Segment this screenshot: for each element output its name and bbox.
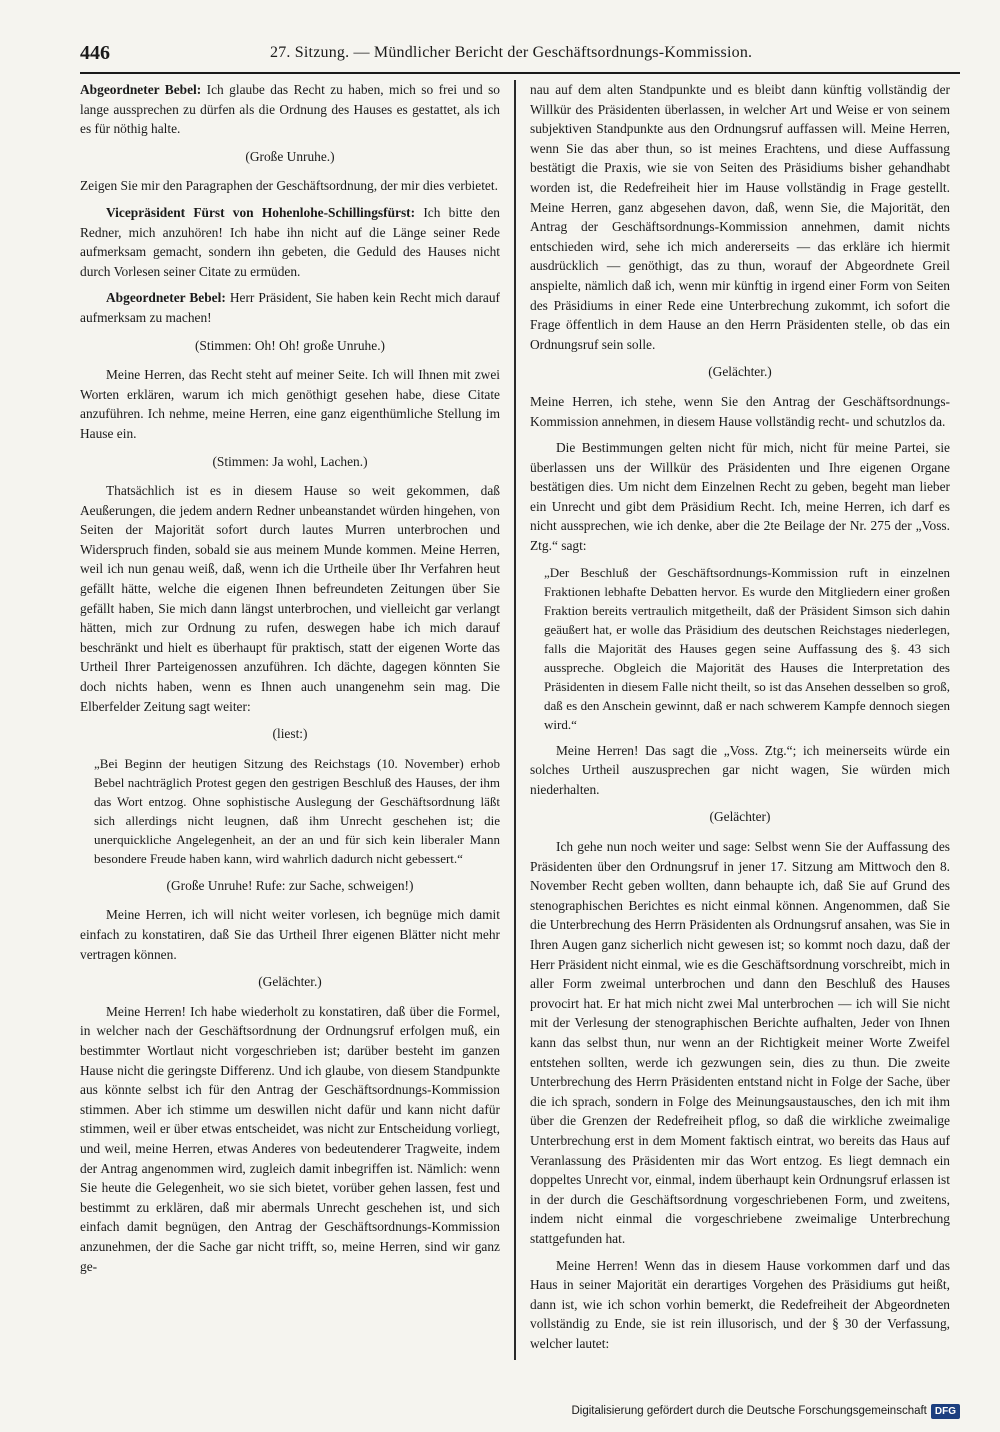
paragraph-text: Zeigen Sie mir den Paragraphen der Geschäftsordnung, der mir dies verbietet. — [80, 178, 498, 194]
paragraph-text: Meine Herren, ich stehe, wenn Sie den Antrag der Geschäftsordnungs-Kommission annehmen, in diesem Hause vollständig recht- und schutzlos da. — [530, 393, 950, 429]
stage-direction — [80, 336, 500, 356]
stage-direction — [80, 452, 500, 472]
paragraph-text: Thatsächlich ist es in diesem Hause so weit gekommen, daß Aeußerungen, die jedem andern Redner unbeanstandet würden hingehen, von Seiten der Majorität sofort durch lautes Murren unterbrochen und Widerspruch finden, sobald sie aus meinem Munde kommen. Meine Herren, weil ich nun genau weiß, daß, wenn ich die Urtheile über Ihr Verfahren heut gefällt hätte, welche die eigenen Ihnen befreundeten Zeitungen über Sie gefällt haben, Sie mich dann längst unterbrochen, und vielleicht gar verlangt hätten, mich zur Ordnung zu rufen, deswegen habe ich mich darauf beschränkt und hielt es überhaupt für praktisch, statt der eigenen Worte das Urtheil Ihrer Parteigenossen anzuführen. Ich dächte, dagegen könnten Sie doch nichts haben, wenn es Ihnen auch unangenehm sein mag. Die Elberfelder Zeitung sagt weiter: — [80, 483, 500, 714]
paragraph — [80, 203, 500, 281]
paragraph-text: „Bei Beginn der heutigen Sitzung des Reichstags (10. November) erhob Bebel nachträglich Protest gegen den gestrigen Beschluß des Hauses, der ihm das Wort entzog. Ohne sophistische Auslegung der Geschäftsordnung läßt sich allerdings nicht leugnen, daß ihm Unrecht geschehen ist; die unerquickliche Angelegenheit, an der an und für sich kein liberaler Mann besondere Freude haben kann, wird wahrlich dadurch nicht gebessert.“ — [94, 755, 500, 866]
paragraph-text: „Der Beschluß der Geschäftsordnungs-Kommission ruft in einzelnen Fraktionen lebhafte Debatten hervor. Es wurde den Mitgliedern einer großen Fraktion bereits vertraulich mitgetheilt, daß der Präsident Simson sich dahin geäußert hat, er wolle das Präsidium des deutschen Reichstages niederlegen, falls die Majorität des Hauses gegen seine Auffassung des §. 43 sich ausspreche. Obgleich die Majorität des Hauses die Interpretation des Präsidenten in diesem Falle nicht theilt, so ist das Ansehen desselben so groß, daß es den Anschein gewinnt, daß er nach schwerem Kampfe dennoch siegen wird.“ — [544, 564, 950, 732]
left-column — [80, 80, 500, 1283]
paragraph-text: (Gelächter.) — [708, 364, 772, 380]
paragraph — [80, 905, 500, 964]
paragraph — [530, 837, 950, 1248]
page-header — [80, 42, 960, 68]
paragraph-text: (Gelächter.) — [258, 974, 322, 990]
paragraph-text: Ich bitte den Redner, mich anzuhören! Ich habe ihn nicht auf die Länge seiner Rede aufmerksam gemacht, sondern ihn gebeten, die Geduld des Hauses nicht durch Vorlesen seiner Citate zu ermüden. — [80, 204, 501, 279]
paragraph — [80, 1002, 500, 1276]
paragraph — [80, 176, 500, 196]
paragraph-text: Meine Herren, das Recht steht auf meiner Seite. Ich will Ihnen mit zwei Worten erklären, warum ich mich genöthigt gesehen habe, diese Citate anzuführen. Ich nehme, meine Herren, eine ganz eigenthümliche Stellung im Hause ein. — [80, 367, 500, 441]
paragraph-text: (Gelächter) — [709, 809, 771, 825]
paragraph — [80, 288, 500, 327]
paragraph-text: Die Bestimmungen gelten nicht für mich, nicht für meine Partei, sie überlassen uns der Willkür des Präsidenten und Ihre eigenen Organe bestätigen dies. Um nicht dem Einzelnen Recht zu geben, begeht man lieber ein Unrecht und gibt dem Präsidium Recht. Ich, meine Herren, ich darf es nicht aussprechen, wie ich denke, aber die 2te Beilage der Nr. 275 der „Voss. Ztg.“ sagt: — [530, 440, 950, 554]
paragraph — [80, 365, 500, 443]
paragraph-text: Meine Herren! Ich habe wiederholt zu konstatiren, daß über die Formel, in welcher nach der Geschäftsordnung der Ordnungsruf erfolgen muß, ein bestimmter Wortlaut nicht vorgeschrieben ist; darüber besteht im ganzen Hause nicht die geringste Differenz. Und ich glaube, von diesem Standpunkte aus könnte selbst ich für den Antrag der Geschäftsordnungs-Kommission stimmen. Aber ich stimme um deswillen nicht dafür und kann nicht dafür stimmen, weil er über etwas entscheidet, was nicht zur Entscheidung vorliegt, und weil, meine Herren, etwas Anderes von bedeutenderer Tragweite, indem der Antrag angenommen wird, zugleich damit inbegriffen ist. Nämlich: wenn Sie heute die Gelegenheit, wo sie sich bietet, vorüber gehen lassen, fest und bestimmt zu erklären, daß mir abermals Unrecht geschehen ist, und sich einfach damit begnügen, den Antrag der Geschäftsordnungs-Kommission anzunehmen, der die Sache gar nicht trifft, so, meine Herren, sind wir ganz ge- — [80, 1003, 500, 1274]
paragraph-text: (liest:) — [272, 726, 308, 742]
stage-direction — [530, 362, 950, 382]
quotation — [94, 754, 500, 868]
paragraph — [530, 741, 950, 800]
footer — [571, 1400, 960, 1422]
paragraph-text: (Stimmen: Oh! Oh! große Unruhe.) — [194, 337, 386, 353]
stage-direction — [530, 807, 950, 827]
speaker-name: Abgeordneter Bebel: — [80, 82, 202, 97]
stage-direction — [80, 972, 500, 992]
header-rule — [80, 72, 960, 74]
page-number: 446 — [80, 42, 110, 64]
paragraph-text: Meine Herren, ich will nicht weiter vorlesen, ich begnüge mich damit einfach zu konstatiren, daß Sie das Urtheil Ihrer eigenen Blätter nicht mehr vertragen können. — [80, 907, 500, 962]
paragraph — [530, 80, 950, 354]
paragraph — [80, 80, 500, 139]
paragraph — [80, 481, 500, 716]
paragraph-text: (Große Unruhe! Rufe: zur Sache, schweigen!) — [166, 877, 414, 893]
paragraph-text: (Stimmen: Ja wohl, Lachen.) — [212, 453, 368, 469]
quotation — [544, 563, 950, 734]
paragraph — [530, 1256, 950, 1354]
paragraph-text: Meine Herren! Das sagt die „Voss. Ztg.“; ich meinerseits würde ein solches Urtheil auszusprechen gar nicht wagen, Sie würden mich niederhalten. — [530, 742, 950, 797]
paragraph — [530, 392, 950, 431]
paragraph-text: Herr Präsident, Sie haben kein Recht mich darauf aufmerksam zu machen! — [80, 290, 500, 325]
stage-direction — [80, 147, 500, 167]
dfg-logo: DFG — [931, 1404, 960, 1419]
paragraph-text: Meine Herren! Wenn das in diesem Hause vorkommen darf und das Haus in seiner Majorität ein derartiges Vorgehen des Präsidiums gut heißt, dann ist, wie ich schon vorhin bemerkt, die Redefreiheit der Abgeordneten vollständig zu Ende, sie ist rein illusorisch, und der § 30 der Verfassung, welcher lautet: — [530, 1257, 950, 1351]
speaker-name: Vicepräsident Fürst von Hohenlohe-Schillingsfürst: — [106, 204, 416, 220]
paragraph-text: nau auf dem alten Standpunkte und es bleibt dann künftig vollständig der Willkür des Präsidenten überlassen, in welcher Art und Weise er von seinem subjektiven Standpunkte aus den Ordnungsruf auffassen will. Meine Herren, wenn Sie das aber thun, so ist meines Erachtens, und diese Auffassung bestätigt die Praxis, wie sie von Seiten des Präsidiums bisher gehandhabt worden ist, die Redefreiheit hier im Hause vollständig in Frage gestellt. Meine Herren, ganz abgesehen davon, daß, wenn Sie, die Majorität, den Antrag der Geschäftsordnungs-Kommission annehmen, damit nichts entschieden wird, sehe ich mich andererseits — das erkläre ich hiermit ausdrücklich — genöthigt, das zu thun, worauf der Abgeordnete Greil anspielte, nämlich daß ich, wenn mir künftig in irgend einer Form von Seiten des Präsidiums in einer Rede eine Unterbrechung zukommt, ich sofort die Frage öffentlich in dem Hause an den Herrn Präsidenten stelle, ob das ein Ordnungsruf sein solle. — [530, 82, 950, 352]
paragraph-text: Ich glaube das Recht zu haben, mich so frei und so lange aussprechen zu dürfen als die Ordnung des Hauses es gestattet, als ich es für nöthig halte. — [80, 82, 500, 137]
speaker-name: Abgeordneter Bebel: — [106, 290, 226, 306]
footer-credit: Digitalisierung gefördert durch die Deutsche Forschungsgemeinschaft — [571, 1405, 927, 1417]
column-divider — [514, 80, 516, 1360]
stage-direction — [80, 876, 500, 896]
paragraph-text: Ich gehe nun noch weiter und sage: Selbst wenn Sie der Auffassung des Präsidenten über den Ordnungsruf in jener 17. Sitzung am Mittwoch den 8. November Recht geben wollten, dann behaupte ich, daß Sie auf Grund des stenographischen Berichtes es nicht einmal können. Angenommen, daß Sie die Unterbrechung des Herrn Präsidenten als Ordnungsruf ansahen, was Sie in Ihren Augen ganz sicherlich nicht gewesen ist; so kommt noch dazu, daß der Herr Präsident nicht einmal, wie es die Geschäftsordnung vorschreibt, mich in aller Form zweimal unterbrochen und dann den Beschluß des Hauses provocirt hat. Er hat mich nicht zwei Mal unterbrochen — ich will Sie nicht mit der Verlesung der stenographischen Berichte aufhalten, Jeder von Ihnen kann das selbst thun, nur wenn an der Richtigkeit meiner Worte Zweifel entstehen sollten, werde ich gezwungen sein, dies zu thun. Die zweite Unterbrechung des Herrn Präsidenten entstand nicht in Folge der Sache, über die ich sprach, sondern in Folge des Meinungsaustausches, den ich mit ihm über die Grenzen der Redefreiheit pflog, so daß die wirkliche zweimalige Unterbrechung erst in dem Moment faktisch eintrat, wo bereits das Haus auf Veranlassung des Präsidenten mir das Wort entzog. Es liegt demnach ein doppeltes Unrecht vor, einmal, indem überhaupt kein Ordnungsruf erlassen ist in der durch die Geschäftsordnung vorgeschriebenen Form, und zweitens, indem nicht einmal die vorgeschriebene zweimalige Unterbrechung stattgefunden hat. — [530, 839, 950, 1246]
paragraph — [530, 438, 950, 556]
paragraph-text: (Große Unruhe.) — [245, 148, 335, 164]
running-title: 27. Sitzung. — Mündlicher Bericht der Geschäftsordnungs-Kommission. — [270, 44, 753, 61]
stage-direction — [80, 724, 500, 744]
right-column — [530, 80, 950, 1360]
